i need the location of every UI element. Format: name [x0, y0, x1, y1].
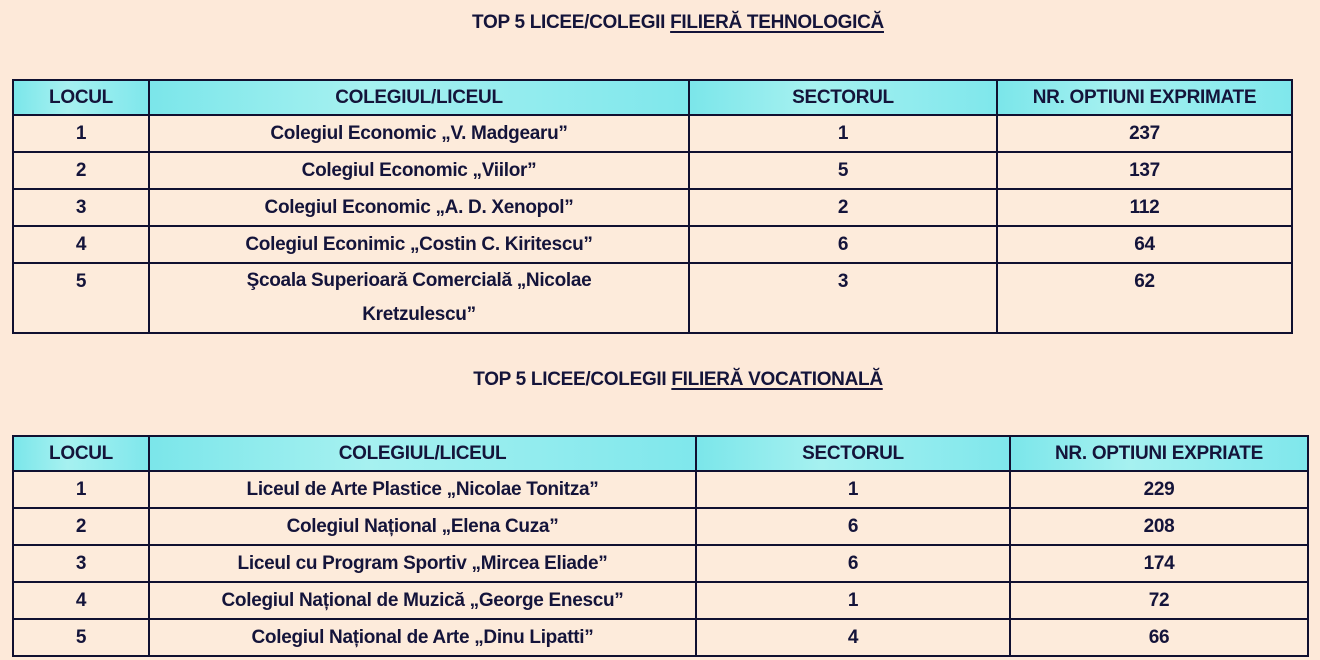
table-row [13, 263, 1292, 333]
table-row [13, 471, 1308, 508]
cell-options: 237 [997, 115, 1292, 152]
table-row [13, 508, 1308, 545]
cell-sector: 6 [689, 226, 997, 263]
school-line-1: Şcoala Superioară Comercială „Nicolae [246, 270, 592, 291]
section-title-tehnologica [0, 12, 1320, 34]
table-row [13, 152, 1292, 189]
cell-school: Colegiul Național de Muzică „George Enescu” [149, 582, 696, 619]
table-row [13, 226, 1292, 263]
cell-options: 66 [1010, 619, 1308, 656]
table-row [13, 619, 1308, 656]
cell-sector: 5 [689, 152, 997, 189]
cell-options: 208 [1010, 508, 1308, 545]
cell-sector: 1 [696, 471, 1010, 508]
cell-options: 72 [1010, 582, 1308, 619]
cell-rank: 2 [13, 152, 149, 189]
header-locul: LOCUL [13, 436, 149, 471]
cell-sector: 2 [689, 189, 997, 226]
table-row [13, 115, 1292, 152]
school-line-2: Kretzulescu” [362, 304, 476, 325]
title-underlined: FILIERĂ TEHNOLOGICĂ [670, 12, 884, 33]
table-row [13, 582, 1308, 619]
title-underlined: FILIERĂ VOCATIONALĂ [671, 369, 883, 390]
cell-school: Liceul de Arte Plastice „Nicolae Tonitza” [149, 471, 696, 508]
cell-options: 64 [997, 226, 1292, 263]
cell-rank: 4 [13, 226, 149, 263]
header-sectorul: SECTORUL [696, 436, 1010, 471]
cell-sector: 6 [696, 508, 1010, 545]
header-colegiul: COLEGIUL/LICEUL [149, 436, 696, 471]
table-row [13, 189, 1292, 226]
cell-school: Colegiul Economic „A. D. Xenopol” [149, 189, 689, 226]
cell-options: 174 [1010, 545, 1308, 582]
cell-rank: 1 [13, 471, 149, 508]
cell-rank: 3 [13, 545, 149, 582]
header-sectorul: SECTORUL [689, 80, 997, 115]
section-title-vocationala [0, 369, 1320, 391]
cell-options: 62 [997, 263, 1292, 333]
cell-school: Liceul cu Program Sportiv „Mircea Eliade” [149, 545, 696, 582]
cell-sector: 1 [689, 115, 997, 152]
cell-rank: 1 [13, 115, 149, 152]
cell-sector: 4 [696, 619, 1010, 656]
table-header-row [13, 436, 1308, 471]
cell-school: Colegiul Econimic „Costin C. Kiritescu” [149, 226, 689, 263]
cell-school: Colegiul Național „Elena Cuza” [149, 508, 696, 545]
title-prefix: TOP 5 LICEE/COLEGII [472, 12, 671, 33]
cell-sector: 3 [689, 263, 997, 333]
header-optiuni: NR. OPTIUNI EXPRIMATE [997, 80, 1292, 115]
cell-rank: 3 [13, 189, 149, 226]
cell-rank: 5 [13, 263, 149, 333]
cell-sector: 6 [696, 545, 1010, 582]
table-tehnologica [12, 79, 1293, 334]
table-row [13, 545, 1308, 582]
cell-rank: 2 [13, 508, 149, 545]
cell-sector: 1 [696, 582, 1010, 619]
cell-options: 229 [1010, 471, 1308, 508]
table-vocationala [12, 435, 1309, 657]
header-colegiul: COLEGIUL/LICEUL [149, 80, 689, 115]
cell-rank: 5 [13, 619, 149, 656]
cell-school: Colegiul Economic „V. Madgearu” [149, 115, 689, 152]
cell-options: 137 [997, 152, 1292, 189]
cell-rank: 4 [13, 582, 149, 619]
cell-options: 112 [997, 189, 1292, 226]
cell-school [149, 263, 689, 333]
cell-school: Colegiul Național de Arte „Dinu Lipatti” [149, 619, 696, 656]
header-optiuni: NR. OPTIUNI EXPRIATE [1010, 436, 1308, 471]
table-header-row [13, 80, 1292, 115]
cell-school: Colegiul Economic „Viilor” [149, 152, 689, 189]
header-locul: LOCUL [13, 80, 149, 115]
title-prefix: TOP 5 LICEE/COLEGII [473, 369, 672, 390]
